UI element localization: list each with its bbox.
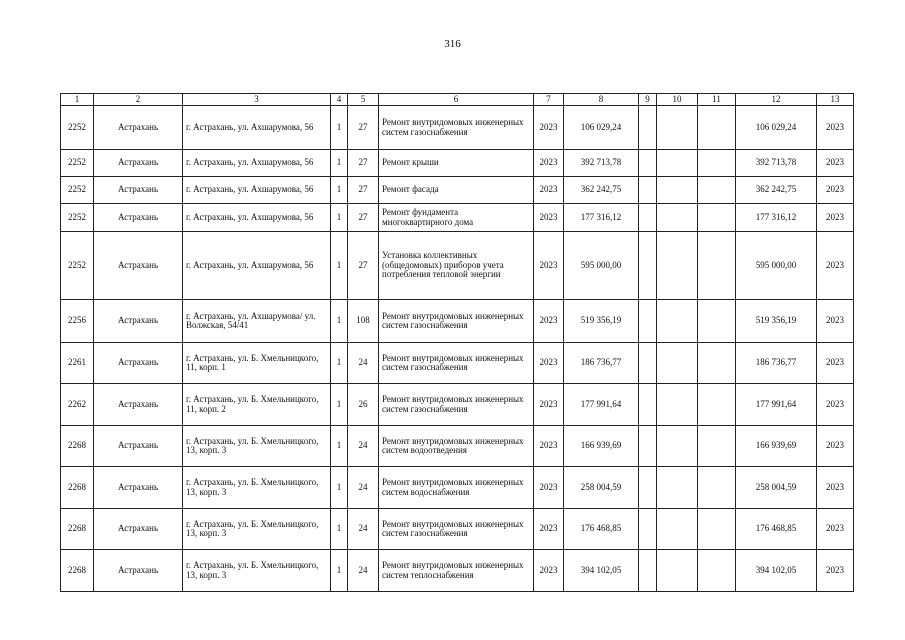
col11-cell (698, 204, 736, 232)
col4-cell: 1 (331, 550, 348, 592)
municipality-cell: Астрахань (94, 467, 183, 509)
municipality-cell: Астрахань (94, 343, 183, 384)
table-row (61, 467, 854, 509)
address-cell: г. Астрахань, ул. Б. Хмельницкого, 13, корп. 3 (183, 426, 331, 467)
work-type-cell: Ремонт внутридомовых инженерных систем газоснабжения (379, 384, 534, 426)
municipality-cell: Астрахань (94, 232, 183, 300)
col4-cell: 1 (331, 384, 348, 426)
work-type-cell: Ремонт внутридомовых инженерных систем газоснабжения (379, 300, 534, 343)
col5-cell: 24 (348, 550, 379, 592)
col9-cell (639, 384, 657, 426)
column-header: 6 (379, 94, 534, 106)
col10-cell (657, 384, 698, 426)
col9-cell (639, 106, 657, 150)
row-id-cell: 2256 (61, 300, 94, 343)
page-number: 316 (444, 38, 461, 50)
col11-cell (698, 177, 736, 204)
table-row (61, 300, 854, 343)
col5-cell: 24 (348, 343, 379, 384)
cost-cell: 177 316,12 (564, 204, 639, 232)
address-cell: г. Астрахань, ул. Ахшарумова, 56 (183, 106, 331, 150)
col11-cell (698, 343, 736, 384)
year-cell: 2023 (534, 204, 564, 232)
registry-table (60, 93, 854, 592)
col10-cell (657, 106, 698, 150)
work-type-cell: Ремонт внутридомовых инженерных систем водоотведения (379, 426, 534, 467)
municipality-cell: Астрахань (94, 384, 183, 426)
work-type-cell: Установка коллективных (общедомовых) приборов учета потребления тепловой энергии (379, 232, 534, 300)
cost-cell: 394 102,05 (564, 550, 639, 592)
col11-cell (698, 384, 736, 426)
col4-cell: 1 (331, 177, 348, 204)
col10-cell (657, 426, 698, 467)
work-type-cell: Ремонт фасада (379, 177, 534, 204)
work-type-cell: Ремонт внутридомовых инженерных систем газоснабжения (379, 509, 534, 550)
col9-cell (639, 177, 657, 204)
completion-year-cell: 2023 (817, 509, 854, 550)
column-header: 1 (61, 94, 94, 106)
cost-cell: 519 356,19 (564, 300, 639, 343)
cost-cell: 176 468,85 (564, 509, 639, 550)
row-id-cell: 2268 (61, 467, 94, 509)
completion-year-cell: 2023 (817, 550, 854, 592)
col4-cell: 1 (331, 509, 348, 550)
completion-year-cell: 2023 (817, 177, 854, 204)
column-header: 5 (348, 94, 379, 106)
municipality-cell: Астрахань (94, 550, 183, 592)
year-cell: 2023 (534, 550, 564, 592)
address-cell: г. Астрахань, ул. Ахшарумова/ ул. Волжская, 54/41 (183, 300, 331, 343)
col10-cell (657, 232, 698, 300)
col4-cell: 1 (331, 150, 348, 177)
col10-cell (657, 150, 698, 177)
total-cost-cell: 258 004,59 (736, 467, 817, 509)
col9-cell (639, 467, 657, 509)
col9-cell (639, 550, 657, 592)
col9-cell (639, 150, 657, 177)
col9-cell (639, 426, 657, 467)
col9-cell (639, 509, 657, 550)
col4-cell: 1 (331, 106, 348, 150)
total-cost-cell: 176 468,85 (736, 509, 817, 550)
total-cost-cell: 177 991,64 (736, 384, 817, 426)
cost-cell: 362 242,75 (564, 177, 639, 204)
column-header: 11 (698, 94, 736, 106)
row-id-cell: 2268 (61, 509, 94, 550)
col10-cell (657, 550, 698, 592)
address-cell: г. Астрахань, ул. Ахшарумова, 56 (183, 232, 331, 300)
table-row (61, 232, 854, 300)
row-id-cell: 2268 (61, 550, 94, 592)
row-id-cell: 2252 (61, 150, 94, 177)
row-id-cell: 2252 (61, 232, 94, 300)
column-header: 3 (183, 94, 331, 106)
year-cell: 2023 (534, 343, 564, 384)
total-cost-cell: 392 713,78 (736, 150, 817, 177)
col11-cell (698, 232, 736, 300)
cost-cell: 392 713,78 (564, 150, 639, 177)
col5-cell: 27 (348, 232, 379, 300)
col11-cell (698, 509, 736, 550)
col10-cell (657, 343, 698, 384)
completion-year-cell: 2023 (817, 343, 854, 384)
year-cell: 2023 (534, 426, 564, 467)
column-header: 12 (736, 94, 817, 106)
col9-cell (639, 343, 657, 384)
total-cost-cell: 519 356,19 (736, 300, 817, 343)
year-cell: 2023 (534, 384, 564, 426)
total-cost-cell: 177 316,12 (736, 204, 817, 232)
work-type-cell: Ремонт внутридомовых инженерных систем водоснабжения (379, 467, 534, 509)
work-type-cell: Ремонт фундамента многоквартирного дома (379, 204, 534, 232)
address-cell: г. Астрахань, ул. Б. Хмельницкого, 13, корп. 3 (183, 467, 331, 509)
municipality-cell: Астрахань (94, 150, 183, 177)
col5-cell: 24 (348, 509, 379, 550)
row-id-cell: 2252 (61, 204, 94, 232)
address-cell: г. Астрахань, ул. Б. Хмельницкого, 13, корп. 3 (183, 550, 331, 592)
column-header: 9 (639, 94, 657, 106)
work-type-cell: Ремонт крыши (379, 150, 534, 177)
col4-cell: 1 (331, 426, 348, 467)
column-header: 4 (331, 94, 348, 106)
row-id-cell: 2252 (61, 177, 94, 204)
table-row (61, 384, 854, 426)
table-row (61, 177, 854, 204)
col5-cell: 26 (348, 384, 379, 426)
municipality-cell: Астрахань (94, 204, 183, 232)
col9-cell (639, 232, 657, 300)
row-id-cell: 2268 (61, 426, 94, 467)
total-cost-cell: 166 939,69 (736, 426, 817, 467)
table-row (61, 426, 854, 467)
col9-cell (639, 300, 657, 343)
row-id-cell: 2262 (61, 384, 94, 426)
completion-year-cell: 2023 (817, 467, 854, 509)
cost-cell: 595 000,00 (564, 232, 639, 300)
completion-year-cell: 2023 (817, 426, 854, 467)
address-cell: г. Астрахань, ул. Б. Хмельницкого, 11, корп. 2 (183, 384, 331, 426)
municipality-cell: Астрахань (94, 509, 183, 550)
work-type-cell: Ремонт внутридомовых инженерных систем газоснабжения (379, 106, 534, 150)
cost-cell: 177 991,64 (564, 384, 639, 426)
municipality-cell: Астрахань (94, 177, 183, 204)
col4-cell: 1 (331, 343, 348, 384)
table-row (61, 150, 854, 177)
address-cell: г. Астрахань, ул. Ахшарумова, 56 (183, 177, 331, 204)
col5-cell: 24 (348, 467, 379, 509)
col4-cell: 1 (331, 204, 348, 232)
cost-cell: 186 736,77 (564, 343, 639, 384)
year-cell: 2023 (534, 177, 564, 204)
total-cost-cell: 106 029,24 (736, 106, 817, 150)
completion-year-cell: 2023 (817, 384, 854, 426)
completion-year-cell: 2023 (817, 204, 854, 232)
year-cell: 2023 (534, 232, 564, 300)
completion-year-cell: 2023 (817, 300, 854, 343)
table-row (61, 550, 854, 592)
col10-cell (657, 467, 698, 509)
total-cost-cell: 394 102,05 (736, 550, 817, 592)
column-header: 2 (94, 94, 183, 106)
address-cell: г. Астрахань, ул. Б. Хмельницкого, 11, корп. 1 (183, 343, 331, 384)
col11-cell (698, 426, 736, 467)
col10-cell (657, 177, 698, 204)
col10-cell (657, 509, 698, 550)
col11-cell (698, 550, 736, 592)
col5-cell: 27 (348, 150, 379, 177)
col10-cell (657, 204, 698, 232)
cost-cell: 106 029,24 (564, 106, 639, 150)
col5-cell: 27 (348, 204, 379, 232)
col11-cell (698, 300, 736, 343)
address-cell: г. Астрахань, ул. Ахшарумова, 56 (183, 204, 331, 232)
work-type-cell: Ремонт внутридомовых инженерных систем газоснабжения (379, 343, 534, 384)
total-cost-cell: 595 000,00 (736, 232, 817, 300)
year-cell: 2023 (534, 509, 564, 550)
col10-cell (657, 300, 698, 343)
table-row (61, 106, 854, 150)
col9-cell (639, 204, 657, 232)
col4-cell: 1 (331, 300, 348, 343)
year-cell: 2023 (534, 467, 564, 509)
total-cost-cell: 186 736,77 (736, 343, 817, 384)
completion-year-cell: 2023 (817, 150, 854, 177)
col5-cell: 24 (348, 426, 379, 467)
col5-cell: 108 (348, 300, 379, 343)
year-cell: 2023 (534, 300, 564, 343)
column-header: 8 (564, 94, 639, 106)
col4-cell: 1 (331, 232, 348, 300)
municipality-cell: Астрахань (94, 106, 183, 150)
table-row (61, 204, 854, 232)
col5-cell: 27 (348, 106, 379, 150)
year-cell: 2023 (534, 150, 564, 177)
col11-cell (698, 106, 736, 150)
column-number-header-row (61, 94, 854, 106)
work-type-cell: Ремонт внутридомовых инженерных систем теплоснабжения (379, 550, 534, 592)
col11-cell (698, 467, 736, 509)
table-row (61, 509, 854, 550)
col11-cell (698, 150, 736, 177)
address-cell: г. Астрахань, ул. Ахшарумова, 56 (183, 150, 331, 177)
municipality-cell: Астрахань (94, 300, 183, 343)
column-header: 10 (657, 94, 698, 106)
completion-year-cell: 2023 (817, 106, 854, 150)
row-id-cell: 2252 (61, 106, 94, 150)
cost-cell: 258 004,59 (564, 467, 639, 509)
column-header: 7 (534, 94, 564, 106)
col4-cell: 1 (331, 467, 348, 509)
col5-cell: 27 (348, 177, 379, 204)
address-cell: г. Астрахань, ул. Б. Хмельницкого, 13, корп. 3 (183, 509, 331, 550)
completion-year-cell: 2023 (817, 232, 854, 300)
municipality-cell: Астрахань (94, 426, 183, 467)
table-row (61, 343, 854, 384)
row-id-cell: 2261 (61, 343, 94, 384)
column-header: 13 (817, 94, 854, 106)
total-cost-cell: 362 242,75 (736, 177, 817, 204)
year-cell: 2023 (534, 106, 564, 150)
cost-cell: 166 939,69 (564, 426, 639, 467)
